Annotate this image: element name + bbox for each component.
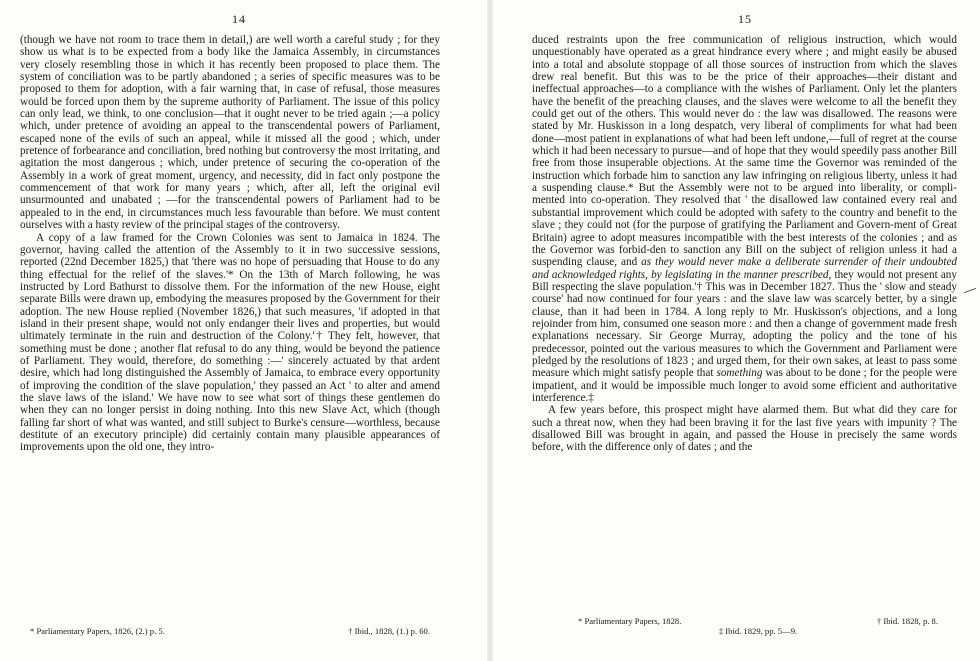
text-run: duced restraints upon the free communication of religious instruction, which would unquestionably have operated as a great hindrance every where ; and might easily be abused into a total and absolute stoppage of all those sources of instruction from which the slaves drew real benefit. But this was to be the price of their approaches—their distant and ineffectual approaches—to a compliance with the wishes of Parliament. Only let the planters have the benefit of the preaching clauses, and the slaves were welcome to all the benefit they could get out of the others. This would never do : the law was disallowed. The reasons were stated by Mr. Huskisson in a long despatch, very liberal of compliments for what had been done—most patient in explanations of what had been left undone,—full of regret at the course which it had been necessary to pursue—and of hope that they would speedily pass another Bill free from those insuperable objections. At the same time the Governor was reminded of the instruction which forbade him to sanction any law infringing on religious liberty, unless it had a suspending clause.* But the Assembly were not to be argued into liberality, or compli-mented into co-operation. They resolved that ' the disallowed law contained every real and substantial improvement which could be adopted with safety to the country and benefit to the slave ; they could not (for the purpose of gratifying the Parliament and Govern-ment of Great Britain) agree to adopt measures incompatible with the best interests of the colonies ; and as the Governor was forbid-den to sanction any Bill on the subject of religion unless it had a suspending clause, and [532, 34, 957, 269]
footnotes [578, 616, 938, 636]
footnote: * Parliamentary Papers, 1826, (2.) p. 5. [30, 626, 165, 636]
text-run: was about to be done ; for the people were impatient, and it would be impossible much longer to avoid some efficient and authoritative interference.‡ [532, 367, 958, 404]
page-number: 15 [738, 12, 752, 26]
footnote: ‡ Ibid. 1829, pp. 5—9. [718, 626, 798, 636]
italic-text-run: as they would never make a deliberate surrender of their undoubted and acknowledged rights, by legislating in the manner prescribed [532, 256, 957, 281]
paragraph [532, 34, 957, 404]
margin-mark [964, 288, 976, 307]
footnotes [30, 626, 430, 636]
italic-text-run: something [716, 367, 763, 380]
paragraph: (though we have not room to trace them in detail,) are well worth a careful study ; for they show us what is to be expected from a body like the Jamaica Assembly, in circumstances very closely resembling those in which it has recently been proposed to place them. The system of conciliation was to be partly abandoned ; a series of specific measures was to be proposed to them for adoption, with a fair warning that, in case of refusal, those measures would be forced upon them by the supreme authority of Parliament. The issue of this policy can only lead, we think, to one conclusion—that it ought never to be tried again ;—a policy which, under pretence of avoiding an appeal to the transcendental powers of Parliament, escaped none of the evils of such an appeal, while it missed all the good ; which, under pretence of forbearance and conciliation, bred nothing but controversy the most irritating, and agitation the most dangerous ; which, under pretence of securing the co-operation of the Assembly in a work of great moment, urgency, and necessity, did in fact only postpone the commencement of that work for many years ; which, after all, left the original evil unsurmounted and unabated ; —for the transcendental powers of Parliament had to be appealed to in the end, in circumstances much less favourable than before. We must content ourselves with a hasty review of the principal stages of the controversy. [20, 34, 441, 232]
paragraph: A copy of a law framed for the Crown Colonies was sent to Jamaica in 1824. The governor, having called the attention of the Assembly to it in two successive sessions, reported (22nd December 1825,) that 'there was no hope of persuading that House to do any thing effectual for the relief of the slaves.'* On the 13th of March following, he was instructed by Lord Bathurst to dissolve them. For the information of the new House, eight separate Bills were drawn up, embodying the measures proposed by the Government for their adoption. The new House replied (November 1826,) that such measures, 'if adopted in that island in their present shape, would not only endanger their lives and properties, but would ultimately terminate in the ruin and destruction of the Colony.'† They felt, however, that something must be done ; another flat refusal to do any thing, would be beyond the patience of Parliament. They would, therefore, do something :—' sincerely actuated by that ardent desire, which had long distinguished the Assembly of Jamaica, to embrace every opportunity of improving the condition of the slave population,' they passed an Act ' to alter and amend the slave laws of the island.' We have now to see what sort of things these gentlemen do when they can no longer persist in doing nothing. Into this new Slave Act, which (though falling far short of what was wanted, and still subject to Burke's censure—worthless, because destitute of an executory principle) did certainly contain many plausible appearances of improvements upon the old one, they intro- [20, 231, 440, 454]
footnote: * Parliamentary Papers, 1828. [578, 616, 682, 626]
right-page [490, 0, 980, 661]
page-number: 14 [232, 12, 246, 26]
footnote: † Ibid. 1828, p. 8. [876, 616, 938, 626]
paragraph: A few years before, this prospect might have alarmed them. But what did they care for such a threat now, when they had been braving it for the last five years with impunity ? The disallowed Bill was brought in again, and passed the House in precisely the same words before, with the difference only of dates ; and the [532, 404, 957, 454]
text-run: , they would not present any Bill respecting the slave population.'† This was in December 1827. Thus the ' slow and steady course' had now continued for four years : and the slave law was scarcely better, by a single clause, than it had been in 1784. A long reply to Mr. Huskisson's objections, and a long rejoinder from him, consumed one season more : and then a change of government made fresh explanations necessary. Sir George Murray, adopting the policy and the tone of his predecessor, pointed out the various measures to which the Government and Parliament were pledged by the resolutions of 1823 ; and urged them, for their own sakes, at least to pass some measure which might satisfy people that [532, 268, 957, 380]
page-body [532, 34, 957, 454]
page-body [20, 34, 440, 454]
footnote: † Ibid., 1828, (1.) p. 60. [348, 626, 430, 636]
